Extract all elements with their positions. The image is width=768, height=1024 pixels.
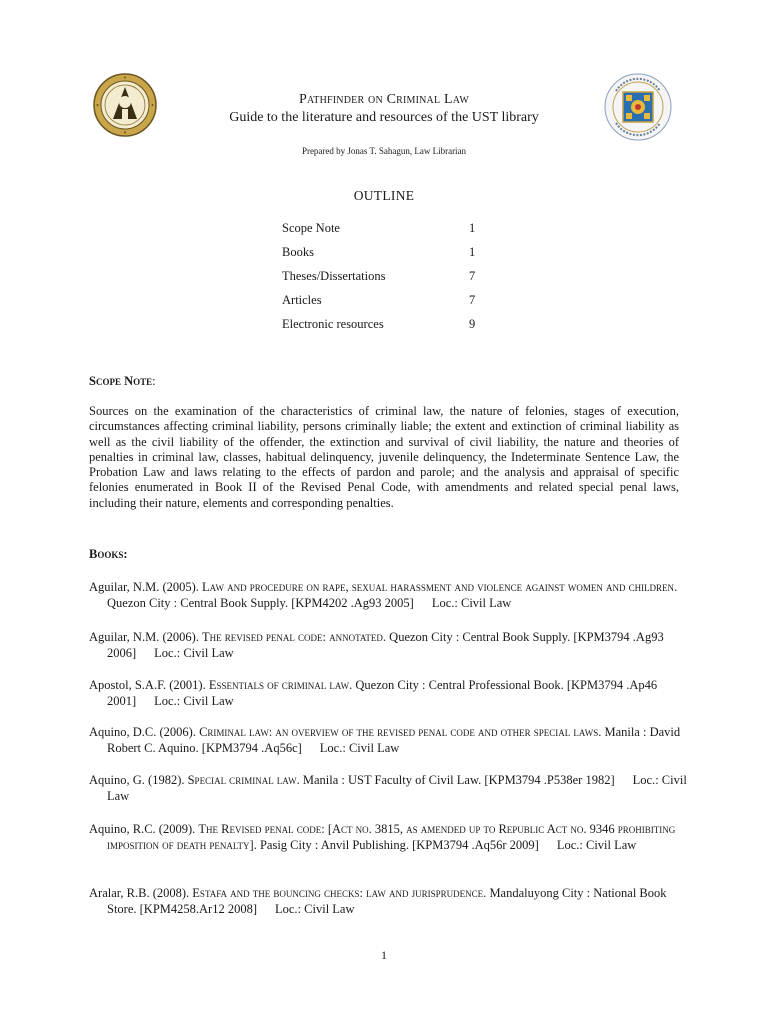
book-entry bbox=[89, 677, 697, 709]
books-heading: Books: bbox=[89, 547, 128, 561]
book-author: Aguilar, N.M. (2006). bbox=[89, 630, 203, 644]
book-location: Loc.: Civil Law bbox=[319, 741, 400, 756]
book-author: Aralar, R.B. (2008). bbox=[89, 886, 193, 900]
book-title: Law and procedure on rape, sexual harassment and violence against women and children bbox=[202, 580, 675, 594]
book-entry bbox=[89, 772, 697, 804]
book-entry bbox=[89, 629, 697, 661]
book-location: Loc.: Civil Law bbox=[154, 694, 234, 709]
scope-note-heading bbox=[89, 374, 156, 389]
outline-item-page: 9 bbox=[469, 317, 476, 331]
book-title: Estafa and the bouncing checks: law and jurisprudence bbox=[192, 886, 484, 900]
outline-item bbox=[282, 268, 482, 292]
prepared-by: Prepared by Jonas T. Sahagun, Law Librarian bbox=[301, 146, 467, 156]
book-author: Aquino, R.C. (2009). bbox=[89, 822, 199, 836]
book-title: Special criminal law bbox=[187, 773, 297, 787]
scope-note-heading-suffix: : bbox=[152, 374, 156, 388]
book-location: Loc.: Civil Law bbox=[431, 596, 512, 611]
book-title: The revised penal code: annotated bbox=[202, 630, 383, 644]
document-title: Pathfinder on Criminal Law bbox=[298, 92, 469, 107]
book-details: . Quezon City : Central Book Supply. [KPM3794 .Ag93 2006] bbox=[107, 630, 664, 661]
outline-item bbox=[282, 244, 482, 268]
document-subtitle: Guide to the literature and resources of the UST library bbox=[229, 110, 539, 125]
book-location: Loc.: Civil Law bbox=[154, 646, 234, 661]
outline-item-page: 7 bbox=[469, 293, 476, 307]
scope-note-text: Sources on the examination of the characteristics of criminal law, the nature of felonies, stages of execution, circumstances affecting criminal liability, persons criminally liable; the extent and extinction of criminal liability as well as the civil liability of the offender, the extinction and survival of civil liability, the nature and theories of penalties in criminal law, classes, habitual delinquency, juvenile delinquency, the Indeterminate Sentence Law, the Probation Law and laws relating to the effects of pardon and parole; and the analysis and appraisal of specific felonies enumerated in Book II of the Revised Penal Code, with amendments and related special penal laws, including their nature, elements and corresponding penalties. bbox=[89, 404, 679, 510]
outline-item bbox=[282, 292, 482, 316]
book-details: . Manila : UST Faculty of Civil Law. [KPM3794 .P538er 1982] bbox=[296, 773, 615, 787]
outline-item-page: 7 bbox=[469, 269, 476, 283]
book-title: Criminal law: an overview of the revised penal code and other special laws bbox=[199, 725, 599, 739]
page-number: 1 bbox=[381, 948, 387, 962]
book-entry bbox=[89, 885, 697, 917]
outline-item-page: 1 bbox=[469, 245, 476, 259]
book-entry bbox=[89, 821, 697, 853]
book-location: Loc.: Civil Law bbox=[556, 838, 637, 853]
outline-item bbox=[282, 316, 482, 340]
outline-heading: OUTLINE bbox=[353, 188, 415, 203]
book-location: Loc.: Civil Law bbox=[107, 773, 687, 804]
outline-item-label: Electronic resources bbox=[282, 317, 384, 331]
book-title: The Revised penal code: [Act no. 3815, as amended up to Republic Act no. 9346 prohibiting imposition of death penalty] bbox=[107, 822, 676, 853]
outline-list bbox=[282, 220, 482, 340]
outline-item-label: Scope Note bbox=[282, 221, 340, 235]
outline-item-page: 1 bbox=[469, 221, 476, 235]
book-author: Aguilar, N.M. (2005). bbox=[89, 580, 203, 594]
scope-note-heading-label: Scope Note bbox=[89, 374, 153, 388]
book-details: . Quezon City : Central Professional Book. [KPM3794 .Ap46 2001] bbox=[107, 678, 658, 709]
book-details: . Mandaluyong City : National Book Store. [KPM4258.Ar12 2008] bbox=[107, 886, 667, 917]
book-entry bbox=[89, 579, 697, 611]
outline-item bbox=[282, 220, 482, 244]
book-author: Aquino, D.C. (2006). bbox=[89, 725, 200, 739]
outline-item-label: Theses/Dissertations bbox=[282, 269, 386, 283]
outline-item-label: Books bbox=[282, 245, 314, 259]
book-details: . Manila : David Robert C. Aquino. [KPM3794 .Aq56c] bbox=[107, 725, 681, 756]
book-author: Apostol, S.A.F. (2001). bbox=[89, 678, 209, 692]
book-details: . Pasig City : Anvil Publishing. [KPM3794 .Aq56r 2009] bbox=[253, 838, 539, 853]
book-entry bbox=[89, 724, 697, 756]
outline-item-label: Articles bbox=[282, 293, 322, 307]
book-details: . Quezon City : Central Book Supply. [KPM4202 .Ag93 2005] bbox=[107, 580, 678, 611]
book-author: Aquino, G. (1982). bbox=[89, 773, 188, 787]
book-title: Essentials of criminal law bbox=[208, 678, 350, 692]
book-location: Loc.: Civil Law bbox=[275, 902, 355, 917]
